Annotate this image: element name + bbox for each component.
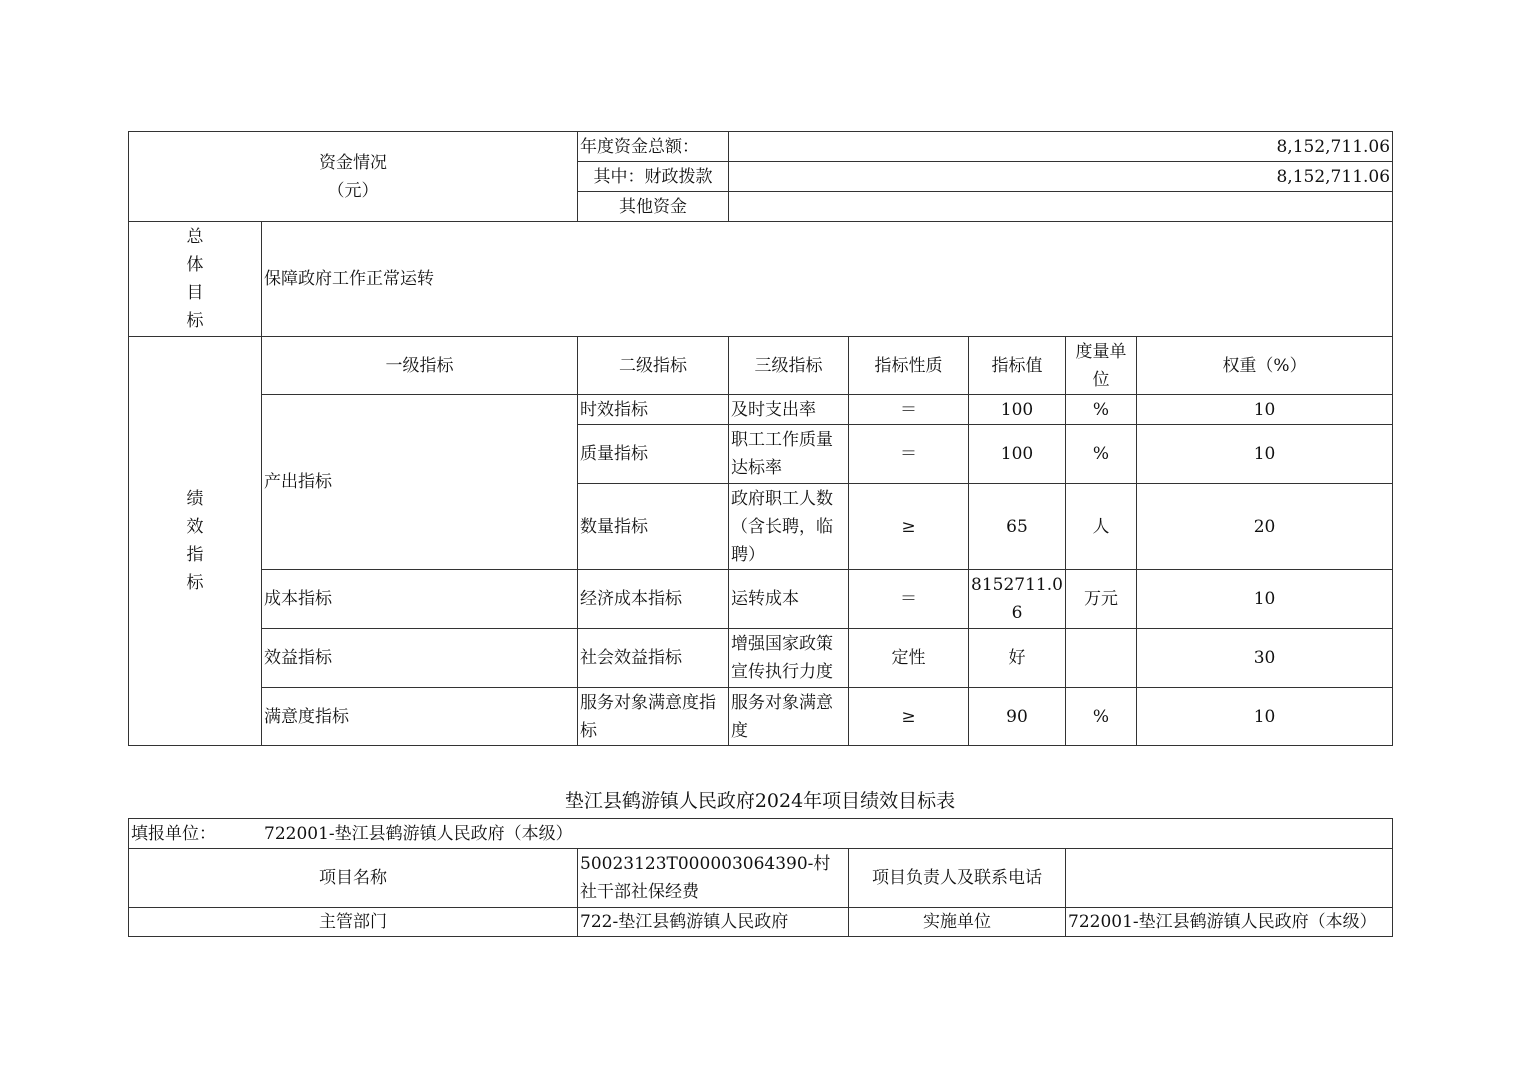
level2-cell: 质量指标: [578, 425, 729, 484]
unit-cell: %: [1066, 688, 1137, 746]
fiscal-value: 8,152,711.06: [729, 162, 1393, 192]
value-cell: 100: [969, 395, 1066, 425]
header-weight: 权重（%）: [1137, 337, 1393, 395]
unit-cell: [1066, 629, 1137, 688]
header-level3: 三级指标: [729, 337, 849, 395]
overall-goal-text: 保障政府工作正常运转: [262, 222, 1393, 337]
level2-cell: 服务对象满意度指标: [578, 688, 729, 746]
weight-cell: 30: [1137, 629, 1393, 688]
impl-value: 722001-垫江县鹤游镇人民政府（本级）: [1066, 908, 1393, 937]
dept-label: 主管部门: [129, 908, 578, 937]
unit-cell: %: [1066, 395, 1137, 425]
level1-cell: 满意度指标: [262, 688, 578, 746]
funds-label: 资金情况 （元）: [129, 132, 578, 222]
nature-cell: 定性: [849, 629, 969, 688]
table-row: [129, 570, 1393, 629]
unit-cell: 万元: [1066, 570, 1137, 629]
nature-cell: ＝: [849, 425, 969, 484]
annual-total-label: 年度资金总额：: [578, 132, 729, 162]
unit-cell: %: [1066, 425, 1137, 484]
project-table-title: 垫江县鹤游镇人民政府2024年项目绩效目标表: [564, 790, 956, 812]
header-level2: 二级指标: [578, 337, 729, 395]
project-name-label: 项目名称: [129, 849, 578, 908]
filler-value: 722001-垫江县鹤游镇人民政府（本级）: [264, 823, 573, 844]
nature-cell: ＝: [849, 570, 969, 629]
table-row: [129, 629, 1393, 688]
table-row: [129, 395, 1393, 425]
level1-cell: 效益指标: [262, 629, 578, 688]
performance-goal-table: [128, 131, 1393, 746]
filler-row: [129, 819, 1393, 849]
level1-cell: 产出指标: [262, 395, 578, 570]
weight-cell: 10: [1137, 688, 1393, 746]
impl-label: 实施单位: [849, 908, 1066, 937]
weight-cell: 10: [1137, 395, 1393, 425]
nature-cell: ＝: [849, 395, 969, 425]
level3-cell: 运转成本: [729, 570, 849, 629]
fiscal-label: 其中：财政拨款: [578, 162, 729, 192]
overall-goal-label: 总 体 目 标: [129, 222, 262, 337]
header-level1: 一级指标: [262, 337, 578, 395]
table-row: [129, 688, 1393, 746]
filler-label: 填报单位：: [131, 823, 216, 844]
level3-cell: 增强国家政策宣传执行力度: [729, 629, 849, 688]
value-cell: 好: [969, 629, 1066, 688]
dept-value: 722-垫江县鹤游镇人民政府: [578, 908, 849, 937]
nature-cell: ≥: [849, 484, 969, 570]
header-value: 指标值: [969, 337, 1066, 395]
value-cell: 8152711.06: [969, 570, 1066, 629]
project-info-table: [128, 818, 1393, 937]
level3-cell: 职工工作质量达标率: [729, 425, 849, 484]
level1-cell: 成本指标: [262, 570, 578, 629]
level2-cell: 数量指标: [578, 484, 729, 570]
level3-cell: 政府职工人数（含长聘，临聘）: [729, 484, 849, 570]
contact-label: 项目负责人及联系电话: [849, 849, 1066, 908]
weight-cell: 20: [1137, 484, 1393, 570]
level2-cell: 社会效益指标: [578, 629, 729, 688]
value-cell: 65: [969, 484, 1066, 570]
project-name-value: 50023123T000003064390-村社干部社保经费: [578, 849, 849, 908]
annual-total-value: 8,152,711.06: [729, 132, 1393, 162]
header-nature: 指标性质: [849, 337, 969, 395]
level2-cell: 时效指标: [578, 395, 729, 425]
nature-cell: ≥: [849, 688, 969, 746]
level3-cell: 及时支出率: [729, 395, 849, 425]
weight-cell: 10: [1137, 570, 1393, 629]
other-funds-label: 其他资金: [578, 192, 729, 222]
other-funds-value: [729, 192, 1393, 222]
performance-label: 绩 效 指 标: [129, 337, 262, 746]
unit-cell: 人: [1066, 484, 1137, 570]
contact-value: [1066, 849, 1393, 908]
value-cell: 100: [969, 425, 1066, 484]
level2-cell: 经济成本指标: [578, 570, 729, 629]
level3-cell: 服务对象满意度: [729, 688, 849, 746]
value-cell: 90: [969, 688, 1066, 746]
weight-cell: 10: [1137, 425, 1393, 484]
header-unit: 度量单位: [1066, 337, 1137, 395]
